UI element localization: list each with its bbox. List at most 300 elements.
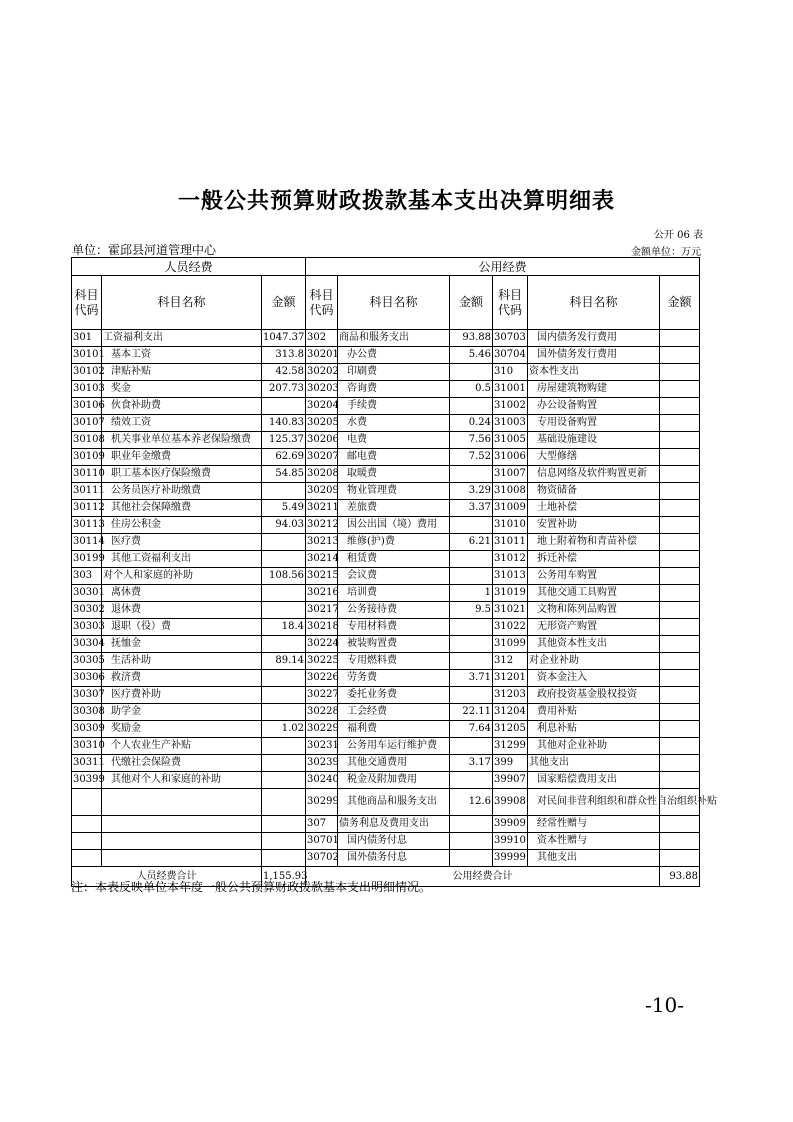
public-amount-cell: 7.52 xyxy=(450,449,493,466)
public-amount-cell: 7.56 xyxy=(450,432,493,449)
public-code-cell: 30231 xyxy=(306,738,338,755)
capital-name-cell: 对民间非营利组织和群众性自治组织补贴 xyxy=(528,789,660,816)
capital-code-cell: 31203 xyxy=(493,687,528,704)
personnel-code-cell xyxy=(72,816,102,833)
capital-code-cell: 31013 xyxy=(493,568,528,585)
public-code-cell: 30227 xyxy=(306,687,338,704)
capital-name-cell: 大型修缮 xyxy=(528,449,660,466)
capital-amount-cell xyxy=(660,449,700,466)
public-code-cell: 302 xyxy=(306,330,338,347)
personnel-amount-cell: 62.69 xyxy=(262,449,306,466)
capital-amount-cell xyxy=(660,500,700,517)
capital-name-cell: 其他资本性支出 xyxy=(528,636,660,653)
personnel-amount-cell xyxy=(262,789,306,816)
personnel-amount-cell xyxy=(262,704,306,721)
personnel-name-cell: 津贴补贴 xyxy=(102,364,262,381)
public-code-cell: 307 xyxy=(306,816,338,833)
table-row xyxy=(72,449,700,466)
personnel-amount-cell: 207.73 xyxy=(262,381,306,398)
personnel-name-cell: 抚恤金 xyxy=(102,636,262,653)
personnel-code-cell: 30108 xyxy=(72,432,102,449)
name-header: 科目名称 xyxy=(102,276,262,330)
public-name-cell: 其他商品和服务支出 xyxy=(338,789,450,816)
personnel-amount-cell: 140.83 xyxy=(262,415,306,432)
personnel-name-cell: 医疗费补助 xyxy=(102,687,262,704)
public-amount-cell xyxy=(450,816,493,833)
personnel-code-cell xyxy=(72,850,102,867)
public-code-cell: 30211 xyxy=(306,500,338,517)
personnel-name-cell: 离休费 xyxy=(102,585,262,602)
table-row xyxy=(72,500,700,517)
capital-amount-cell xyxy=(660,330,700,347)
personnel-code-cell xyxy=(72,833,102,850)
capital-amount-cell xyxy=(660,738,700,755)
capital-code-cell: 31201 xyxy=(493,670,528,687)
capital-amount-cell xyxy=(660,619,700,636)
personnel-code-cell: 30103 xyxy=(72,381,102,398)
capital-amount-cell xyxy=(660,721,700,738)
amount-header: 金额 xyxy=(450,276,493,330)
capital-amount-cell xyxy=(660,653,700,670)
public-code-cell: 30202 xyxy=(306,364,338,381)
capital-amount-cell xyxy=(660,772,700,789)
personnel-amount-cell: 1.02 xyxy=(262,721,306,738)
public-name-cell: 会议费 xyxy=(338,568,450,585)
capital-code-cell: 310 xyxy=(493,364,528,381)
public-code-cell: 30225 xyxy=(306,653,338,670)
capital-amount-cell xyxy=(660,364,700,381)
amount-header: 金额 xyxy=(660,276,700,330)
capital-code-cell: 31011 xyxy=(493,534,528,551)
capital-name-cell: 物资储备 xyxy=(528,483,660,500)
public-amount-cell: 3.71 xyxy=(450,670,493,687)
public-amount-cell: 3.37 xyxy=(450,500,493,517)
capital-amount-cell xyxy=(660,466,700,483)
capital-name-cell: 土地补偿 xyxy=(528,500,660,517)
table-row xyxy=(72,619,700,636)
table-row xyxy=(72,636,700,653)
public-code-cell: 30229 xyxy=(306,721,338,738)
public-name-cell: 专用材料费 xyxy=(338,619,450,636)
public-name-cell: 国外债务付息 xyxy=(338,850,450,867)
public-name-cell: 印刷费 xyxy=(338,364,450,381)
public-amount-cell xyxy=(450,517,493,534)
public-code-cell: 30702 xyxy=(306,850,338,867)
public-name-cell: 物业管理费 xyxy=(338,483,450,500)
public-amount-cell: 22.11 xyxy=(450,704,493,721)
table-row xyxy=(72,585,700,602)
personnel-amount-cell xyxy=(262,483,306,500)
public-name-cell: 电费 xyxy=(338,432,450,449)
public-code-cell: 30228 xyxy=(306,704,338,721)
capital-name-cell: 资本性支出 xyxy=(528,364,660,381)
table-row xyxy=(72,670,700,687)
personnel-code-cell: 30311 xyxy=(72,755,102,772)
capital-amount-cell xyxy=(660,347,700,364)
table-row xyxy=(72,364,700,381)
public-name-cell: 劳务费 xyxy=(338,670,450,687)
public-header: 公用经费 xyxy=(306,258,700,276)
table-row xyxy=(72,330,700,347)
personnel-amount-cell: 5.49 xyxy=(262,500,306,517)
public-amount-cell xyxy=(450,619,493,636)
personnel-name-cell: 伙食补助费 xyxy=(102,398,262,415)
personnel-name-cell xyxy=(102,833,262,850)
personnel-code-cell: 30308 xyxy=(72,704,102,721)
personnel-amount-cell: 108.56 xyxy=(262,568,306,585)
code-header: 科目代码 xyxy=(72,276,102,330)
table-row xyxy=(72,738,700,755)
capital-name-cell: 经常性赠与 xyxy=(528,816,660,833)
public-code-cell: 30224 xyxy=(306,636,338,653)
table-row xyxy=(72,466,700,483)
personnel-name-cell: 对个人和家庭的补助 xyxy=(102,568,262,585)
public-name-cell: 公务用车运行维护费 xyxy=(338,738,450,755)
capital-name-cell: 基础设施建设 xyxy=(528,432,660,449)
public-amount-cell xyxy=(450,364,493,381)
public-name-cell: 办公费 xyxy=(338,347,450,364)
public-name-cell: 手续费 xyxy=(338,398,450,415)
table-row xyxy=(72,833,700,850)
public-code-cell: 30214 xyxy=(306,551,338,568)
public-name-cell: 被装购置费 xyxy=(338,636,450,653)
capital-amount-cell xyxy=(660,850,700,867)
capital-name-cell: 国外债务发行费用 xyxy=(528,347,660,364)
capital-amount-cell xyxy=(660,704,700,721)
personnel-code-cell: 30107 xyxy=(72,415,102,432)
public-amount-cell: 1 xyxy=(450,585,493,602)
personnel-name-cell: 退职（役）费 xyxy=(102,619,262,636)
personnel-name-cell: 退休费 xyxy=(102,602,262,619)
personnel-code-cell: 30199 xyxy=(72,551,102,568)
personnel-total-label: 人员经费合计 xyxy=(72,867,262,887)
capital-name-cell: 安置补助 xyxy=(528,517,660,534)
page-number: -10- xyxy=(645,993,684,1017)
capital-code-cell: 31099 xyxy=(493,636,528,653)
table-row xyxy=(72,551,700,568)
public-code-cell: 30701 xyxy=(306,833,338,850)
personnel-amount-cell xyxy=(262,738,306,755)
public-amount-cell xyxy=(450,772,493,789)
form-number: 公开 06 表 xyxy=(653,230,703,241)
personnel-code-cell xyxy=(72,789,102,816)
table-row xyxy=(72,772,700,789)
table-row xyxy=(72,789,700,816)
public-name-cell: 其他交通费用 xyxy=(338,755,450,772)
public-name-cell: 邮电费 xyxy=(338,449,450,466)
capital-amount-cell xyxy=(660,585,700,602)
personnel-code-cell: 30305 xyxy=(72,653,102,670)
capital-code-cell: 39907 xyxy=(493,772,528,789)
name-header: 科目名称 xyxy=(338,276,450,330)
public-code-cell: 30216 xyxy=(306,585,338,602)
capital-amount-cell xyxy=(660,602,700,619)
personnel-code-cell: 30110 xyxy=(72,466,102,483)
public-amount-cell: 3.29 xyxy=(450,483,493,500)
capital-code-cell: 31003 xyxy=(493,415,528,432)
table-row xyxy=(72,721,700,738)
capital-name-cell: 对企业补助 xyxy=(528,653,660,670)
table-row xyxy=(72,534,700,551)
public-code-cell: 30209 xyxy=(306,483,338,500)
capital-amount-cell xyxy=(660,381,700,398)
capital-code-cell: 31010 xyxy=(493,517,528,534)
public-total-amount: 93.88 xyxy=(660,867,700,887)
capital-amount-cell xyxy=(660,534,700,551)
public-name-cell: 委托业务费 xyxy=(338,687,450,704)
public-name-cell: 税金及附加费用 xyxy=(338,772,450,789)
personnel-total-amount: 1,155.93 xyxy=(262,867,306,887)
money-unit-label: 金额单位：万元 xyxy=(631,247,701,258)
public-amount-cell xyxy=(450,833,493,850)
personnel-amount-cell xyxy=(262,833,306,850)
personnel-name-cell: 公务员医疗补助缴费 xyxy=(102,483,262,500)
public-amount-cell: 5.46 xyxy=(450,347,493,364)
capital-amount-cell xyxy=(660,517,700,534)
personnel-name-cell: 工资福利支出 xyxy=(102,330,262,347)
table-row xyxy=(72,816,700,833)
unit-label: 单位：霍邱县河道管理中心 xyxy=(72,243,217,257)
capital-name-cell: 文物和陈列品购置 xyxy=(528,602,660,619)
personnel-code-cell: 30111 xyxy=(72,483,102,500)
public-name-cell: 因公出国（境）费用 xyxy=(338,517,450,534)
public-name-cell: 咨询费 xyxy=(338,381,450,398)
public-amount-cell: 9.5 xyxy=(450,602,493,619)
capital-amount-cell xyxy=(660,755,700,772)
table-row xyxy=(72,347,700,364)
public-code-cell: 30226 xyxy=(306,670,338,687)
personnel-code-cell: 30112 xyxy=(72,500,102,517)
personnel-amount-cell: 94.03 xyxy=(262,517,306,534)
personnel-name-cell xyxy=(102,850,262,867)
table-row xyxy=(72,568,700,585)
public-code-cell: 30204 xyxy=(306,398,338,415)
table-row xyxy=(72,381,700,398)
code-header: 科目代码 xyxy=(306,276,338,330)
public-amount-cell xyxy=(450,738,493,755)
personnel-code-cell: 30106 xyxy=(72,398,102,415)
capital-code-cell: 30703 xyxy=(493,330,528,347)
public-amount-cell xyxy=(450,636,493,653)
capital-code-cell: 31006 xyxy=(493,449,528,466)
table-row xyxy=(72,398,700,415)
capital-amount-cell xyxy=(660,670,700,687)
table-body xyxy=(72,330,718,867)
public-code-cell: 30239 xyxy=(306,755,338,772)
personnel-name-cell: 绩效工资 xyxy=(102,415,262,432)
personnel-code-cell: 30113 xyxy=(72,517,102,534)
table-row xyxy=(72,602,700,619)
personnel-code-cell: 30304 xyxy=(72,636,102,653)
public-code-cell: 30299 xyxy=(306,789,338,816)
personnel-name-cell: 奖励金 xyxy=(102,721,262,738)
personnel-code-cell: 30399 xyxy=(72,772,102,789)
personnel-name-cell xyxy=(102,816,262,833)
public-code-cell: 30206 xyxy=(306,432,338,449)
capital-code-cell: 312 xyxy=(493,653,528,670)
personnel-amount-cell: 18.4 xyxy=(262,619,306,636)
personnel-amount-cell: 313.8 xyxy=(262,347,306,364)
capital-code-cell: 31022 xyxy=(493,619,528,636)
personnel-code-cell: 30306 xyxy=(72,670,102,687)
personnel-name-cell: 生活补助 xyxy=(102,653,262,670)
public-name-cell: 取暖费 xyxy=(338,466,450,483)
capital-code-cell: 39909 xyxy=(493,816,528,833)
personnel-amount-cell xyxy=(262,636,306,653)
public-amount-cell xyxy=(450,466,493,483)
personnel-name-cell: 奖金 xyxy=(102,381,262,398)
capital-name-cell: 办公设备购置 xyxy=(528,398,660,415)
personnel-amount-cell: 42.58 xyxy=(262,364,306,381)
personnel-header: 人员经费 xyxy=(72,258,306,276)
public-name-cell: 租赁费 xyxy=(338,551,450,568)
public-code-cell: 30218 xyxy=(306,619,338,636)
public-code-cell: 30215 xyxy=(306,568,338,585)
public-amount-cell xyxy=(450,398,493,415)
table-row xyxy=(72,687,700,704)
capital-code-cell: 30704 xyxy=(493,347,528,364)
table-row xyxy=(72,653,700,670)
capital-amount-cell xyxy=(660,636,700,653)
capital-name-cell: 资本性赠与 xyxy=(528,833,660,850)
personnel-name-cell xyxy=(102,789,262,816)
public-name-cell: 工会经费 xyxy=(338,704,450,721)
public-amount-cell: 3.17 xyxy=(450,755,493,772)
personnel-amount-cell: 1047.37 xyxy=(262,330,306,347)
capital-name-cell: 国内债务发行费用 xyxy=(528,330,660,347)
public-name-cell: 福利费 xyxy=(338,721,450,738)
capital-amount-cell xyxy=(660,816,700,833)
public-amount-cell: 0.5 xyxy=(450,381,493,398)
capital-name-cell: 利息补贴 xyxy=(528,721,660,738)
budget-table xyxy=(71,257,718,887)
personnel-code-cell: 30307 xyxy=(72,687,102,704)
public-amount-cell: 0.24 xyxy=(450,415,493,432)
capital-code-cell: 31005 xyxy=(493,432,528,449)
public-code-cell: 30208 xyxy=(306,466,338,483)
capital-amount-cell xyxy=(660,568,700,585)
personnel-name-cell: 助学金 xyxy=(102,704,262,721)
capital-name-cell: 其他支出 xyxy=(528,755,660,772)
capital-amount-cell xyxy=(660,398,700,415)
public-name-cell: 维修(护)费 xyxy=(338,534,450,551)
personnel-amount-cell xyxy=(262,398,306,415)
personnel-name-cell: 其他工资福利支出 xyxy=(102,551,262,568)
table-row xyxy=(72,755,700,772)
personnel-name-cell: 职工基本医疗保险缴费 xyxy=(102,466,262,483)
personnel-amount-cell xyxy=(262,755,306,772)
public-amount-cell xyxy=(450,850,493,867)
capital-name-cell: 无形资产购置 xyxy=(528,619,660,636)
capital-code-cell: 31299 xyxy=(493,738,528,755)
table-row xyxy=(72,517,700,534)
capital-code-cell: 39999 xyxy=(493,850,528,867)
public-code-cell: 30207 xyxy=(306,449,338,466)
personnel-name-cell: 救济费 xyxy=(102,670,262,687)
public-amount-cell: 12.6 xyxy=(450,789,493,816)
personnel-code-cell: 30302 xyxy=(72,602,102,619)
capital-name-cell: 房屋建筑物购建 xyxy=(528,381,660,398)
public-amount-cell: 6.21 xyxy=(450,534,493,551)
personnel-name-cell: 代缴社会保险费 xyxy=(102,755,262,772)
personnel-code-cell: 30101 xyxy=(72,347,102,364)
capital-amount-cell xyxy=(660,687,700,704)
personnel-amount-cell xyxy=(262,772,306,789)
capital-name-cell: 公务用车购置 xyxy=(528,568,660,585)
capital-name-cell: 其他对企业补助 xyxy=(528,738,660,755)
capital-name-cell: 信息网络及软件购置更新 xyxy=(528,466,660,483)
capital-name-cell: 其他支出 xyxy=(528,850,660,867)
public-amount-cell xyxy=(450,551,493,568)
table-row xyxy=(72,483,700,500)
personnel-amount-cell xyxy=(262,670,306,687)
personnel-name-cell: 医疗费 xyxy=(102,534,262,551)
capital-amount-cell xyxy=(660,483,700,500)
capital-code-cell: 31001 xyxy=(493,381,528,398)
personnel-name-cell: 基本工资 xyxy=(102,347,262,364)
capital-name-cell: 资本金注入 xyxy=(528,670,660,687)
public-amount-cell: 93.88 xyxy=(450,330,493,347)
table-row xyxy=(72,415,700,432)
personnel-code-cell: 301 xyxy=(72,330,102,347)
capital-code-cell: 399 xyxy=(493,755,528,772)
capital-code-cell: 31021 xyxy=(493,602,528,619)
public-name-cell: 商品和服务支出 xyxy=(338,330,450,347)
public-code-cell: 30203 xyxy=(306,381,338,398)
capital-code-cell: 31019 xyxy=(493,585,528,602)
personnel-amount-cell xyxy=(262,850,306,867)
capital-code-cell: 31007 xyxy=(493,466,528,483)
public-name-cell: 债务利息及费用支出 xyxy=(338,816,450,833)
capital-name-cell: 其他交通工具购置 xyxy=(528,585,660,602)
public-name-cell: 培训费 xyxy=(338,585,450,602)
personnel-amount-cell xyxy=(262,602,306,619)
capital-code-cell: 39910 xyxy=(493,833,528,850)
public-code-cell: 30201 xyxy=(306,347,338,364)
capital-code-cell: 39908 xyxy=(493,789,528,816)
footnote: 注：本表反映单位本年度一般公共预算财政拨款基本支出明细情况。 xyxy=(71,880,432,894)
personnel-amount-cell: 125.37 xyxy=(262,432,306,449)
public-name-cell: 专用燃料费 xyxy=(338,653,450,670)
capital-code-cell: 31205 xyxy=(493,721,528,738)
personnel-code-cell: 30102 xyxy=(72,364,102,381)
capital-amount-cell xyxy=(660,833,700,850)
personnel-name-cell: 其他对个人和家庭的补助 xyxy=(102,772,262,789)
capital-name-cell: 地上附着物和青苗补偿 xyxy=(528,534,660,551)
public-amount-cell xyxy=(450,687,493,704)
public-code-cell: 30240 xyxy=(306,772,338,789)
capital-code-cell: 31002 xyxy=(493,398,528,415)
personnel-name-cell: 个人农业生产补贴 xyxy=(102,738,262,755)
personnel-code-cell: 30310 xyxy=(72,738,102,755)
personnel-code-cell: 30109 xyxy=(72,449,102,466)
capital-amount-cell xyxy=(660,551,700,568)
personnel-code-cell: 30309 xyxy=(72,721,102,738)
personnel-amount-cell xyxy=(262,551,306,568)
table-row xyxy=(72,432,700,449)
page-title: 一般公共预算财政拨款基本支出决算明细表 xyxy=(177,189,615,214)
name-header: 科目名称 xyxy=(528,276,660,330)
personnel-amount-cell xyxy=(262,816,306,833)
public-name-cell: 差旅费 xyxy=(338,500,450,517)
personnel-code-cell: 303 xyxy=(72,568,102,585)
public-amount-cell: 7.64 xyxy=(450,721,493,738)
code-header: 科目代码 xyxy=(493,276,528,330)
public-code-cell: 30205 xyxy=(306,415,338,432)
public-code-cell: 30213 xyxy=(306,534,338,551)
personnel-amount-cell: 54.85 xyxy=(262,466,306,483)
capital-name-cell: 拆迁补偿 xyxy=(528,551,660,568)
